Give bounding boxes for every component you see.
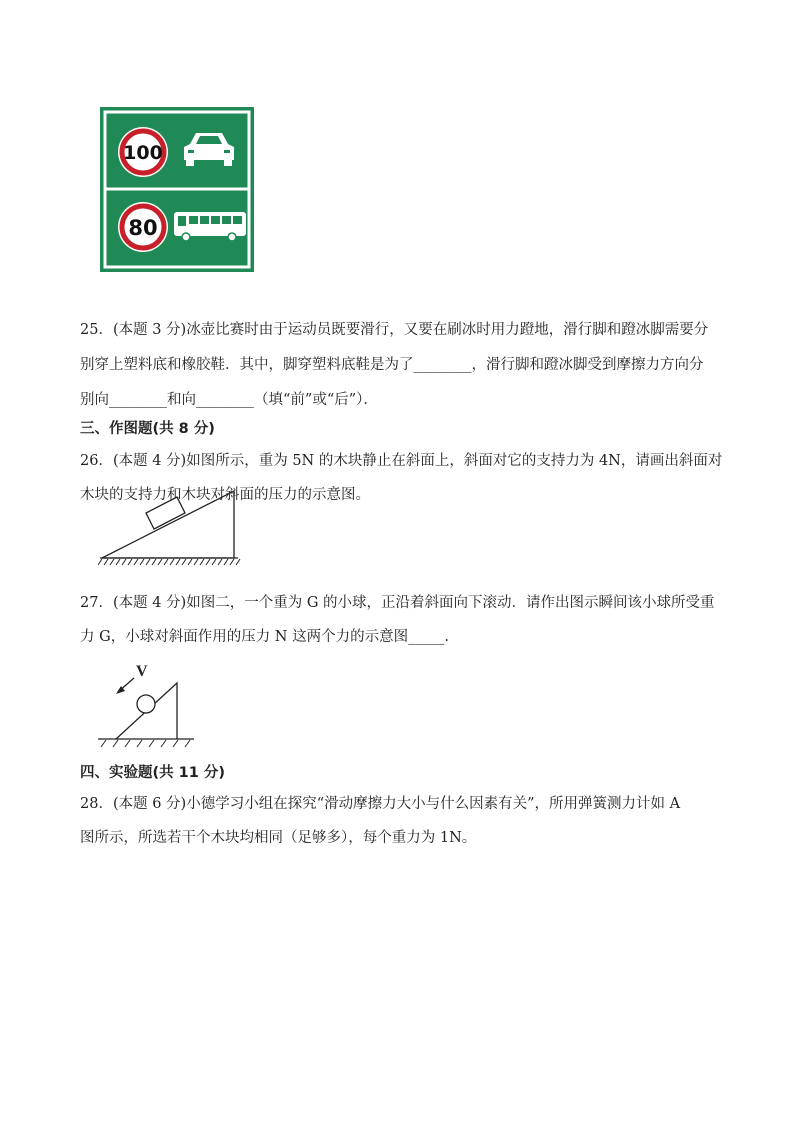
- velocity-arrow: [116, 678, 134, 694]
- q27-line-2: 力 G，小球对斜面作用的压力 N 这两个力的示意图_____.: [80, 629, 449, 645]
- wooden-block: [146, 497, 185, 529]
- q26-line-2: 木块的支持力和木块对斜面的压力的示意图。: [80, 487, 370, 503]
- q25-line-2: 别穿上塑料底和橡胶鞋．其中，脚穿塑料底鞋是为了________，滑行脚和蹬冰脚受到摩擦力方向分: [80, 357, 704, 373]
- speed-car-text: 100: [123, 142, 163, 164]
- speed-limit-100-sign: [118, 127, 168, 177]
- incline-ball-diagram: [96, 658, 196, 750]
- section-4-heading: 四、实验题(共 11 分): [80, 765, 226, 781]
- q25-line-3: 别向________和向________（填“前”或“后”）．: [80, 392, 378, 408]
- section-3-heading: 三、作图题(共 8 分): [80, 421, 215, 437]
- q27-line-1: 27．(本题 4 分)如图二，一个重为 G 的小球，正沿着斜面向下滚动．请作出图示瞬间该小球所受重: [80, 595, 715, 611]
- ball: [137, 695, 155, 713]
- speed-limit-sign: [100, 107, 254, 272]
- q26-line-1: 26．(本题 4 分)如图所示，重为 5N 的木块静止在斜面上，斜面对它的支持力为 4N，请画出斜面对: [80, 453, 723, 469]
- speed-bus-text: 80: [128, 216, 158, 240]
- q28-line-2: 图所示，所选若干个木块均相同（足够多），每个重力为 1N。: [80, 830, 477, 846]
- velocity-label: V: [136, 663, 148, 680]
- q25-line-1: 25．(本题 3 分)冰壶比赛时由于运动员既要滑行，又要在刷冰时用力蹬地，滑行脚和蹬冰脚需要分: [80, 322, 709, 338]
- speed-limit-80-sign: [118, 202, 168, 252]
- incline-block-diagram: [98, 486, 243, 568]
- q28-line-1: 28．(本题 6 分)小德学习小组在探究“滑动摩擦力大小与什么因素有关”，所用弹簧测力计如 A: [80, 796, 681, 812]
